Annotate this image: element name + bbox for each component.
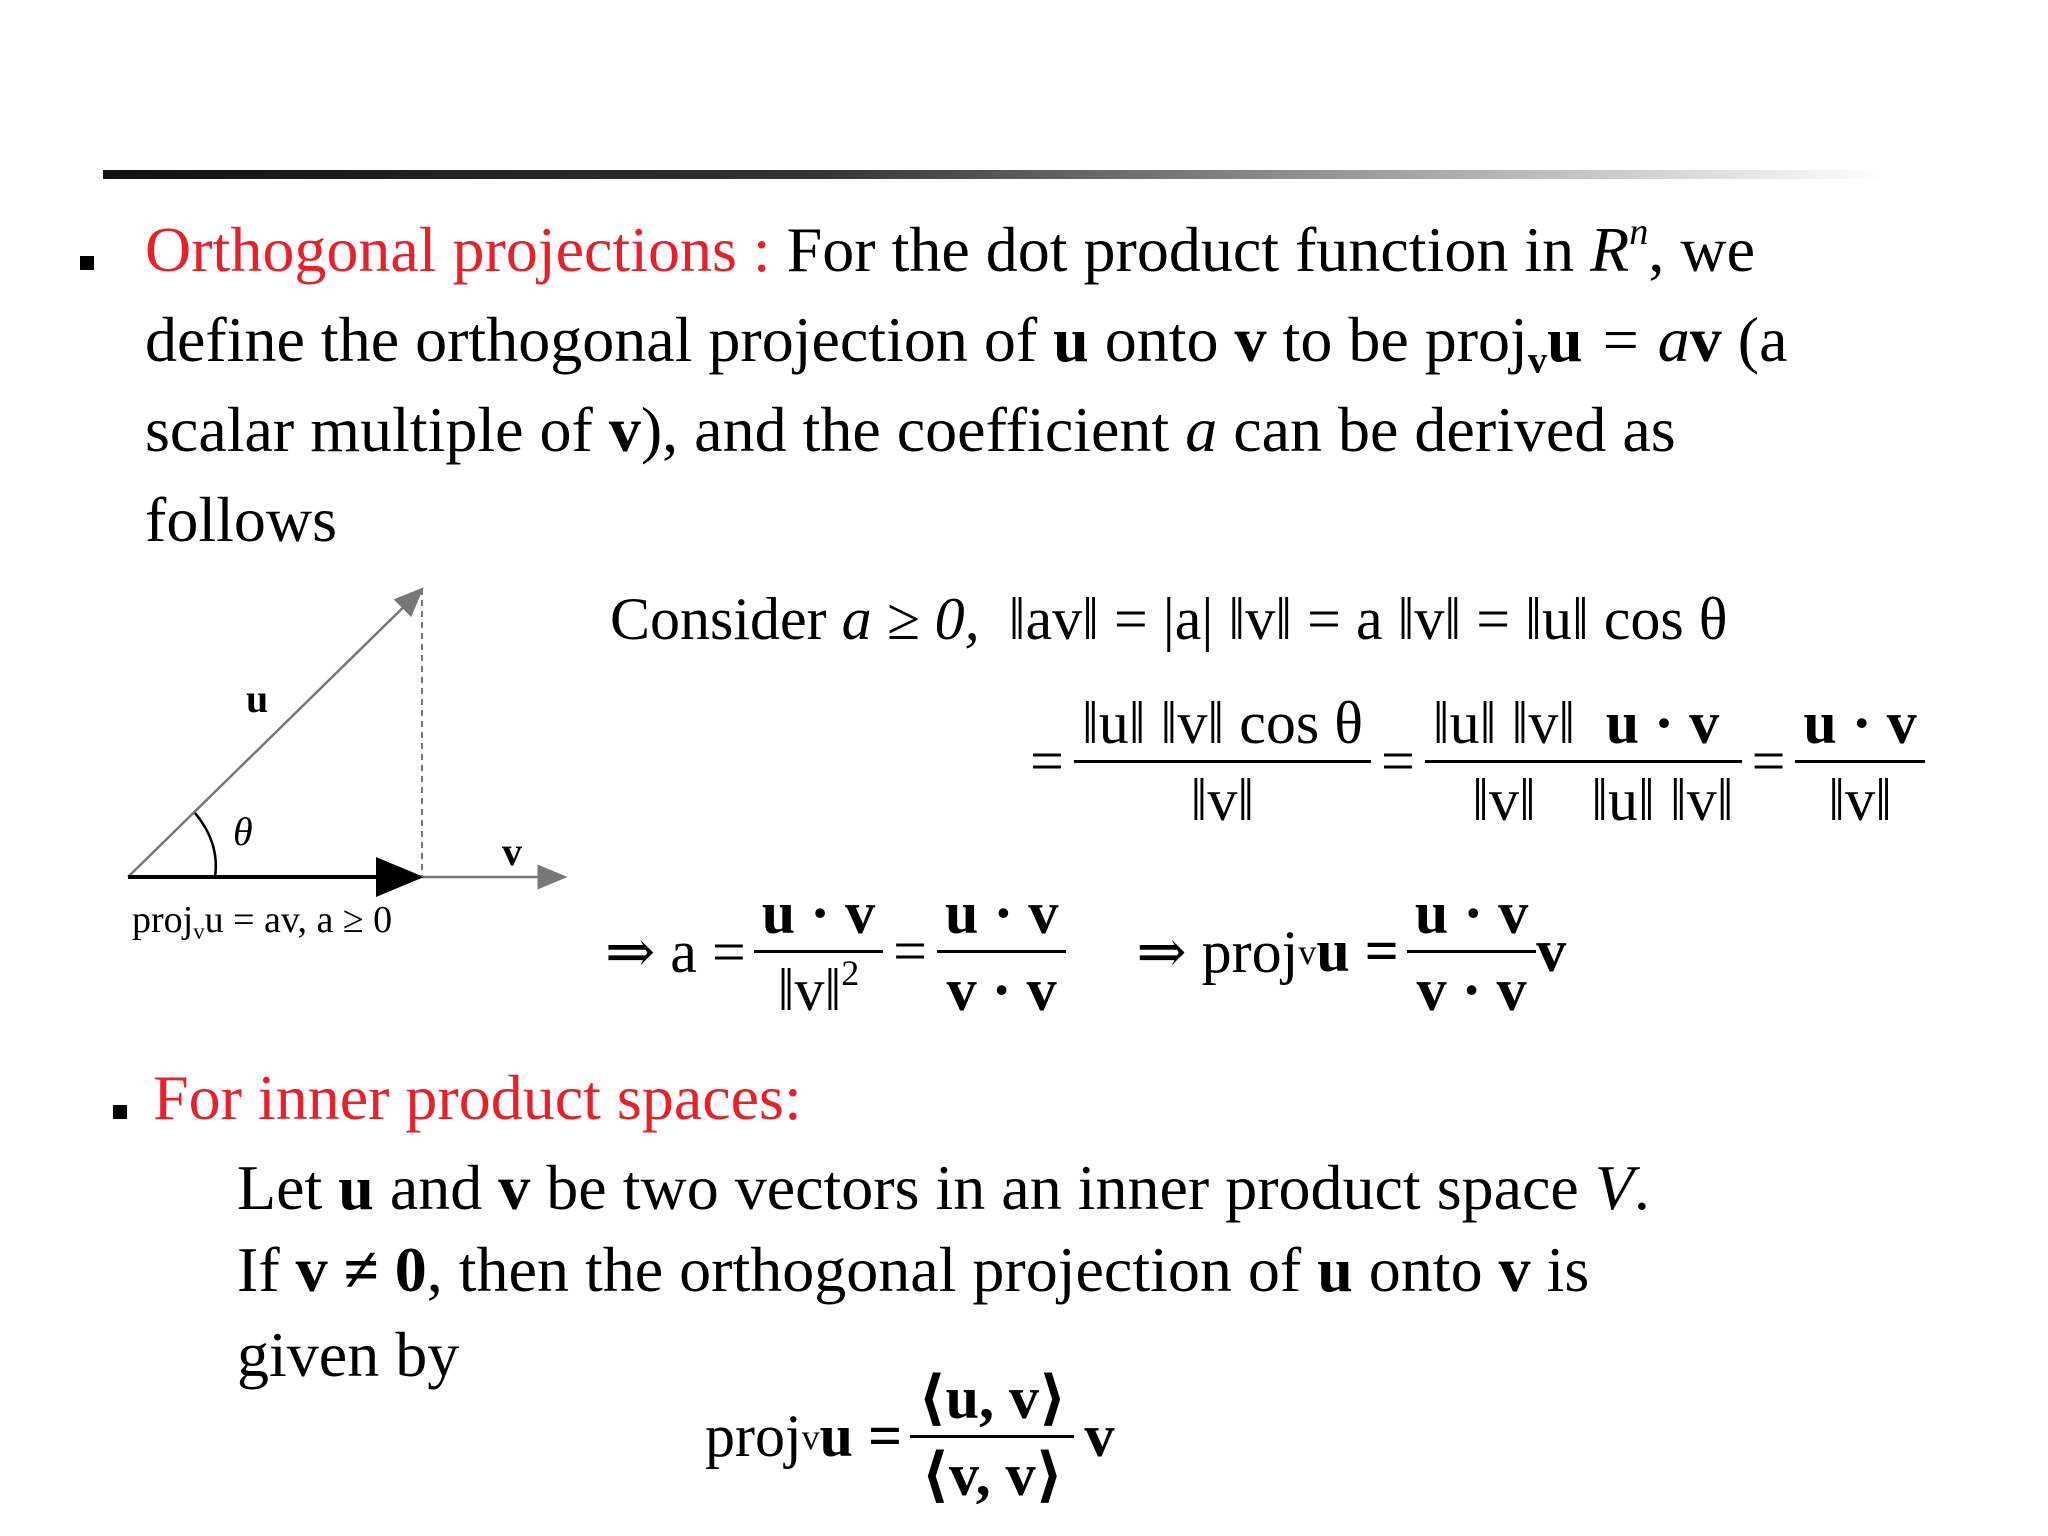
title-rule bbox=[103, 170, 1883, 179]
angle-arc bbox=[195, 813, 216, 877]
final-formula: proj v u = $\frac{⟨u, v⟩}{⟨v, v⟩}$ v bbox=[705, 1365, 1115, 1508]
section1-line2: define the orthogonal projection of u onto v to be proj$_v$u = av (a bbox=[145, 304, 1788, 382]
diagram-theta-label: θ bbox=[233, 809, 253, 854]
section2-line3: given by bbox=[237, 1319, 460, 1390]
section2-heading: For inner product spaces: bbox=[153, 1062, 802, 1133]
derivation-line3: ⇒ a = $\frac{u \cdot v}{‖v‖^2}$ = $\frac{u \cdot v}{v \cdot v}$ ⇒ proj v u = $\frac{u \cdot v}{v \cdot v}$ v bbox=[605, 880, 1567, 1023]
vector-u-line bbox=[128, 589, 422, 877]
section1-line4: follows bbox=[145, 484, 337, 555]
section1-line1: Orthogonal projections : For the dot product function in $R^n$, we bbox=[145, 211, 1756, 285]
bullet-2 bbox=[113, 1105, 127, 1119]
diagram-v-label: v bbox=[502, 829, 522, 874]
section1-line3: scalar multiple of v), and the coefficient a can be derived as bbox=[145, 394, 1676, 465]
diagram-caption: proj$_v$u = av, a ≥ 0 bbox=[132, 899, 393, 944]
diagram-u-label: u bbox=[246, 676, 269, 721]
derivation-line1: Consider a ≥ 0, ‖av‖ = |a| ‖v‖ = a ‖v‖ = ‖u‖ cos θ bbox=[610, 586, 1728, 652]
derivation-line2: = $\frac{\text{‖u‖ ‖v‖ cos θ}}{‖v‖}$ = $\frac{‖u‖ ‖v‖}{‖v‖}$ $\frac{u \cdot v}{‖u‖ ‖v‖}$ = $\frac{u \cdot v}{‖v‖}$ bbox=[1020, 690, 1925, 833]
section1-heading: Orthogonal projections : bbox=[145, 214, 771, 285]
section2-line2: If v ≠ 0, then the orthogonal projection of u onto v is bbox=[237, 1234, 1590, 1305]
section2-line1: Let u and v be two vectors in an inner product space V. bbox=[237, 1152, 1650, 1223]
bullet-1 bbox=[80, 256, 94, 270]
